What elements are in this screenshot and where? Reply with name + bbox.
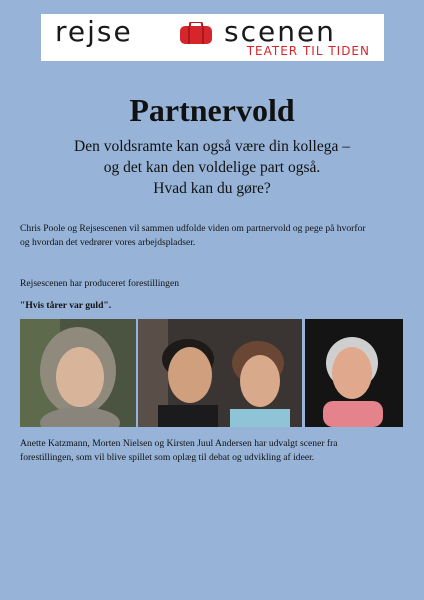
portrait-photo-1 xyxy=(20,319,136,427)
logo-word-right: scenen xyxy=(224,15,336,48)
logo xyxy=(41,14,384,61)
show-title: "Hvis tårer var guld". xyxy=(20,300,112,311)
portrait-photo-3 xyxy=(305,319,403,427)
outro-line-1: Anette Katzmann, Morten Nielsen og Kirsten Juul Andersen har udvalgt scener fra xyxy=(20,438,338,449)
logo-tagline: TEATER TIL TIDEN xyxy=(246,44,370,58)
logo-word-left: rejse xyxy=(55,15,133,48)
outro-paragraph xyxy=(20,437,405,465)
subtitle-line-1: Den voldsramte kan også være din kollega – xyxy=(74,138,350,155)
intro-paragraph xyxy=(20,222,405,250)
produced-text: Rejsescenen har produceret forestillingen xyxy=(20,278,180,289)
intro-line-2: og hvordan det vedrører vores arbejdspladser. xyxy=(20,237,196,248)
page-title: Partnervold xyxy=(129,92,295,128)
intro-line-1: Chris Poole og Rejsescenen vil sammen udfolde viden om partnervold og pege på hvorfor xyxy=(20,223,366,234)
page-subtitle xyxy=(0,136,424,199)
subtitle-line-2: og det kan den voldelige part også. xyxy=(103,159,321,176)
portrait-photo-2 xyxy=(138,319,302,427)
suitcase-icon xyxy=(179,22,213,44)
subtitle-line-3: Hvad kan du gøre? xyxy=(153,180,271,197)
outro-line-2: forestillingen, som vil blive spillet som oplæg til debat og udvikling af ideer. xyxy=(20,452,315,463)
